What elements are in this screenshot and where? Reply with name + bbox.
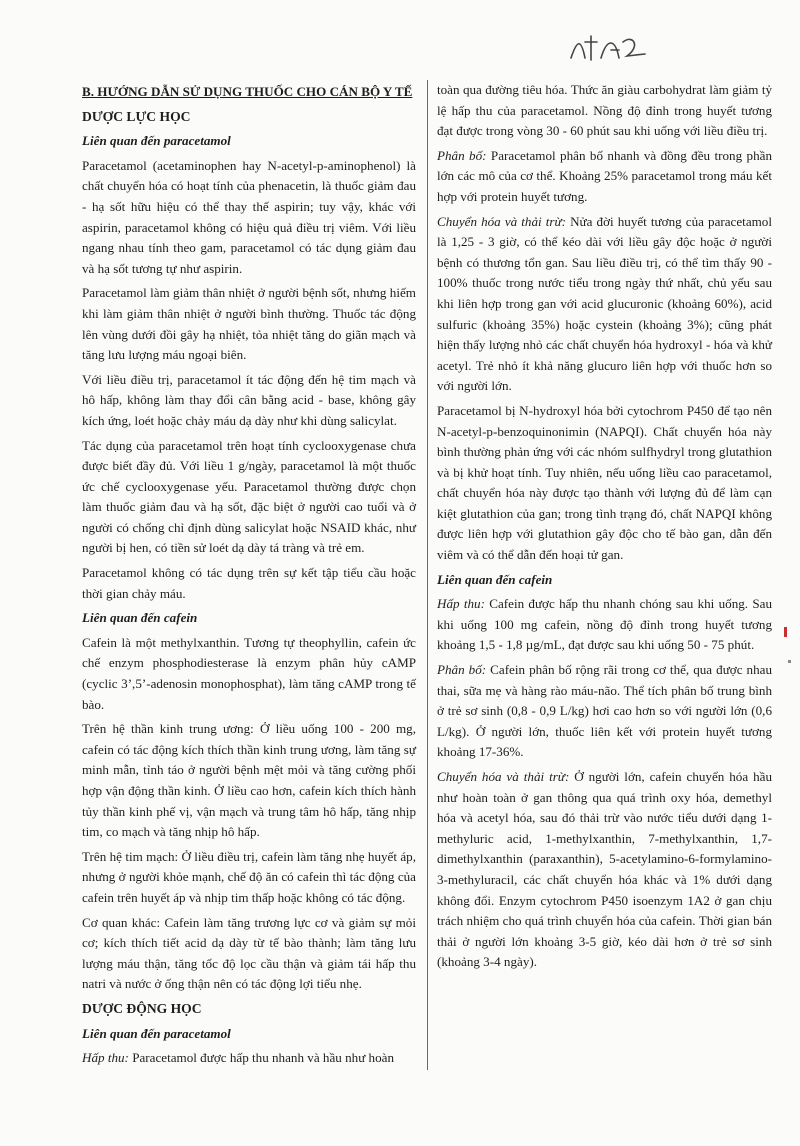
paragraph: Paracetamol (acetaminophen hay N-acetyl-p-aminophenol) là chất chuyển hóa có hoạt tính của phenacetin, là thuốc giảm đau - hạ sốt hữu hiệu có thể thay thế aspirin; tuy vậy, khác với aspirin, paracetamol không có hiệu quả điều trị viêm. Với liều ngang nhau tính theo gam, paracetamol có tác dụng giảm đau và hạ sốt tương tự như aspirin. [82,157,416,276]
paragraph: Paracetamol bị N-hydroxyl hóa bởi cytochrom P450 để tạo nên N-acetyl-p-benzoquinonimin (NAPQI). Chất chuyển hóa này bình thường phản ứng với các nhóm sulfhydryl trong glutathion và bị khử hoạt tính. Tuy nhiên, nếu uống liều cao paracetamol, chất chuyển hóa này được tạo thành với lượng đủ để làm cạn kiệt glutathion của gan; trong tình trạng đó, chất NAPQI không được liên hợp với glutathion gây độc cho tế bào gan, dẫn đến viêm và có thể dẫn đến hoại tử gan. [437,402,772,563]
subsection-heading: Liên quan đến paracetamol [82,133,231,149]
section-heading: DƯỢC LỰC HỌC [82,108,191,124]
paragraph [437,767,772,973]
paragraph-text: Cafein được hấp thu nhanh chóng sau khi uống. Sau khi uống 100 mg cafein, nồng độ đỉnh trong huyết tương khoảng 1,5 - 1,8 µg/mL, đạt được sau khi uống 50 - 75 phút. [437,596,772,653]
scan-mark [784,627,787,637]
paragraph-text: Paracetamol được hấp thu nhanh và hầu như hoàn [128,1050,395,1066]
paragraph [437,146,772,208]
paragraph-lead: Hấp thu: [82,1050,129,1066]
paragraph: toàn qua đường tiêu hóa. Thức ăn giàu carbohydrat làm giảm tỷ lệ hấp thu của paracetamol. Nồng độ đỉnh trong huyết tương đạt được trong vòng 30 - 60 phút sau khi uống với liều điều trị. [437,82,772,139]
paragraph-text: Nửa đời huyết tương của paracetamol là 1,25 - 3 giờ, có thể kéo dài với liều gây độc hoặc ở người bệnh có thương tổn gan. Sau liều điều trị, có thể tìm thấy 90 - 100% thuốc trong nước tiểu trong ngày thứ nhất, chủ yếu sau khi liên hợp trong gan với acid glucuronic (khoảng 60%), acid sulfuric (khoảng 35%) hoặc cystein (khoảng 3%); cũng phát hiện thấy lượng nhỏ các chất chuyển hóa hydroxyl - hóa và khử acetyl. Trẻ nhỏ ít khả năng glucuro liên hợp với thuốc hơn so với người lớn. [437,213,772,394]
paragraph-lead: Phân bố: [437,147,487,163]
left-column [82,82,416,1073]
paragraph: Với liều điều trị, paracetamol ít tác động đến hệ tim mạch và hô hấp, không làm thay đổi cân bằng acid - base, không gây kích ứng, loét hoặc chảy máu dạ dày như khi dùng salicylat. [82,371,416,428]
paragraph: Cafein là một methylxanthin. Tương tự theophyllin, cafein ức chế enzym phosphodiesterase là enzym phân hủy cAMP (cyclic 3’,5’-adenosin monophosphat), làm tăng cAMP trong tế bào. [82,634,416,712]
handwritten-annotation [567,28,657,68]
paragraph [437,594,772,656]
paragraph: Paracetamol làm giảm thân nhiệt ở người bệnh sốt, nhưng hiếm khi làm giảm thân nhiệt ở người bình thường. Thuốc tác động lên vùng dưới đồi gây hạ nhiệt, tỏa nhiệt tăng do giãn mạch và tăng lưu lượng máu ngoại biên. [82,285,416,363]
right-flow [437,80,772,973]
paragraph: Paracetamol không có tác dụng trên sự kết tập tiểu cầu hoặc thời gian chảy máu. [82,565,416,601]
paragraph [437,660,772,763]
paragraph [437,212,772,397]
paragraph [82,1048,416,1069]
paragraph-text: Paracetamol phân bố nhanh và đồng đều trong phần lớn các mô của cơ thể. Khoảng 25% paracetamol trong máu kết hợp với protein huyết tương. [437,147,772,204]
section-title: B. HƯỚNG DẪN SỬ DỤNG THUỐC CHO CÁN BỘ Y TẾ [82,84,413,99]
paragraph-lead: Hấp thu: [437,596,485,612]
left-flow [82,107,416,1069]
subsection-heading: Liên quan đến cafein [437,571,553,587]
paragraph-text: Cafein phân bố rộng rãi trong cơ thể, qua được nhau thai, sữa mẹ và hàng rào máu-não. Thể tích phân bố trung bình ở trẻ sơ sinh (0,8 - 0,9 L/kg) hơi cao hơn so với người lớn (0,6 L/kg). Ở người lớn, thuốc liên kết với protein huyết tương khoảng 17-36%. [437,662,772,760]
paragraph-lead: Chuyển hóa và thải trừ: [437,769,570,784]
paragraph-lead: Phân bố: [437,662,487,678]
paragraph-lead: Chuyển hóa và thải trừ: [437,213,566,229]
paragraph: Trên hệ thần kinh trung ương: Ở liều uống 100 - 200 mg, cafein có tác động kích thích thần kinh trung ương, làm tăng sự minh mẫn, tỉnh táo ở người bệnh mệt mỏi và tăng cường phối hợp vận động thần kinh. Ở liều cao hơn, cafein kích thích hành tủy thần kinh phế vị, vận mạch và trung tâm hô hấp, tăng nhịp tim, co mạch và tăng nhịp hô hấp. [82,721,416,840]
subsection-heading: Liên quan đến cafein [82,610,198,626]
column-divider [427,80,428,1070]
paragraph: Trên hệ tim mạch: Ở liều điều trị, cafein làm tăng nhẹ huyết áp, nhưng ở người khỏe mạnh, chế độ ăn có cafein thì tác động của cafein trên huyết áp và nhịp tim thấp hoặc không có tác động. [82,848,416,905]
right-column [437,80,772,977]
scan-mark [788,660,791,663]
paragraph: Cơ quan khác: Cafein làm tăng trương lực cơ và giảm sự mỏi cơ; kích thích tiết acid dạ dày từ tế bào thành; làm tăng lưu lượng máu thận, tăng tốc độ lọc cầu thận và giảm tái hấp thu natri và nước ở ống thận nên có tác động lợi tiểu nhẹ. [82,914,416,992]
section-heading: DƯỢC ĐỘNG HỌC [82,1000,202,1016]
paragraph: Tác dụng của paracetamol trên hoạt tính cyclooxygenase chưa được biết đầy đủ. Với liều 1 g/ngày, paracetamol là một thuốc ức chế cyclooxygenase yếu. Paracetamol thường được chọn làm thuốc giảm đau và hạ sốt, đặc biệt ở người cao tuổi và ở người có chống chỉ định dùng salicylat hoặc NSAID khác, như người bị hen, có tiền sử loét dạ dày tá tràng và trẻ em. [82,437,416,556]
paragraph-text: Ở người lớn, cafein chuyển hóa hầu như hoàn toàn ở gan thông qua quá trình oxy hóa, demethyl hóa và acetyl hóa, sau đó thải trừ vào nước tiểu dưới dạng 1-methyluric acid, 1-methylxanthin, 7-methylxanthin, 1,7-dimethylxanthin (paraxanthin), 5-acetylamino-6-formylamino-3-methyluracil, các chất chuyển hóa khác và 1% dưới dạng không đổi. Enzym cytochrom P450 isoenzym 1A2 ở gan chịu trách nhiệm cho quá trình chuyển hóa của cafein. Thời gian bán thải ở người lớn khoảng 3-5 giờ, kéo dài hơn ở trẻ sơ sinh (khoảng 3-4 ngày). [437,769,772,970]
subsection-heading: Liên quan đến paracetamol [82,1025,231,1041]
